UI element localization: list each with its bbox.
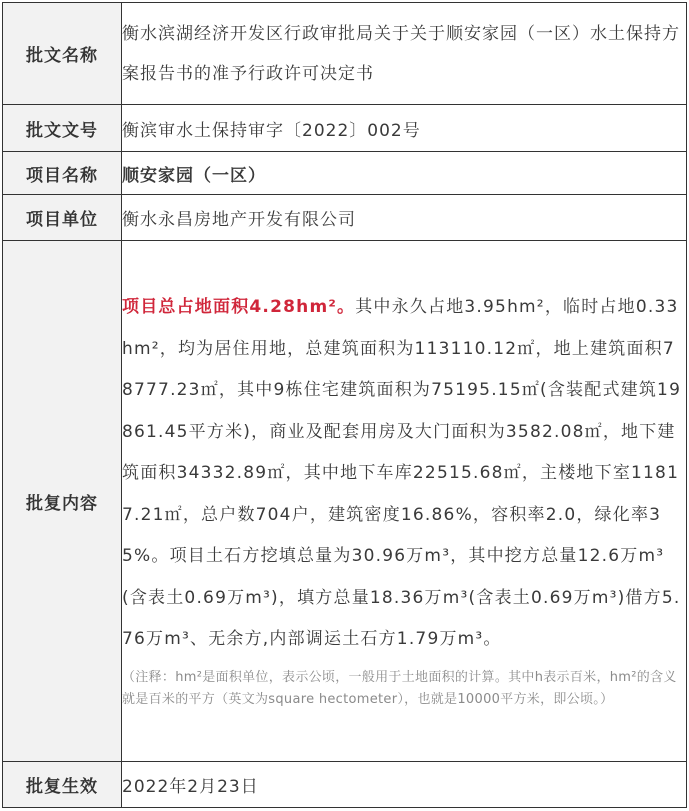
approval-content-cell	[122, 241, 687, 762]
approval-content-body: 其中永久占地3.95hm²，临时占地0.33hm²，均为居住用地，总建筑面积为113110.12㎡，地上建筑面积78777.23㎡，其中9栋住宅建筑面积为75195.15㎡(含装配式建筑19861.45平方米)，商业及配套用房及大门面积为3582.08㎡，地下建筑面积34332.89㎡，其中地下车库22515.68㎡，主楼地下室11817.21㎡，总户数704户，建筑密度16.86%，容积率2.0，绿化率35%。项目土石方挖填总量为30.96万m³，其中挖方总量12.6万m³(含表土0.69万m³)，填方总量18.36万m³(含表土0.69万m³)借方5.76万m³、无余方,内部调运土石方1.79万m³。	[122, 297, 682, 650]
row-project-unit	[3, 195, 687, 241]
approval-number-label: 批文文号	[3, 105, 122, 152]
approval-number-value: 衡滨审水土保持审字〔2022〕002号	[122, 105, 687, 152]
row-approval-name	[3, 3, 687, 105]
approval-content-highlight: 项目总占地面积4.28hm²。	[122, 297, 356, 318]
project-unit-value: 衡水永昌房地产开发有限公司	[122, 195, 687, 241]
approval-name-value: 衡水滨湖经济开发区行政审批局关于关于顺安家园（一区）水土保持方案报告书的准予行政许可决定书	[122, 3, 687, 105]
effective-date-label: 批复生效	[3, 762, 122, 808]
approval-content-note: （注释：hm²是面积单位，表示公顷，一般用于土地面积的计算。其中h表示百米，hm²的含义就是百米的平方（英文为square hectometer），也就是10000平方米，即公顷。）	[122, 669, 677, 707]
approval-info-table	[2, 2, 687, 808]
project-name-value: 顺安家园（一区）	[122, 152, 687, 195]
approval-name-label: 批文名称	[3, 3, 122, 105]
project-name-label: 项目名称	[3, 152, 122, 195]
row-project-name	[3, 152, 687, 195]
row-approval-number	[3, 105, 687, 152]
approval-content-wrapper	[122, 285, 686, 711]
approval-content-label: 批复内容	[3, 241, 122, 762]
row-approval-content	[3, 241, 687, 762]
approval-content-text	[122, 287, 686, 661]
project-unit-label: 项目单位	[3, 195, 122, 241]
row-effective-date	[3, 762, 687, 808]
effective-date-value: 2022年2月23日	[122, 762, 687, 808]
